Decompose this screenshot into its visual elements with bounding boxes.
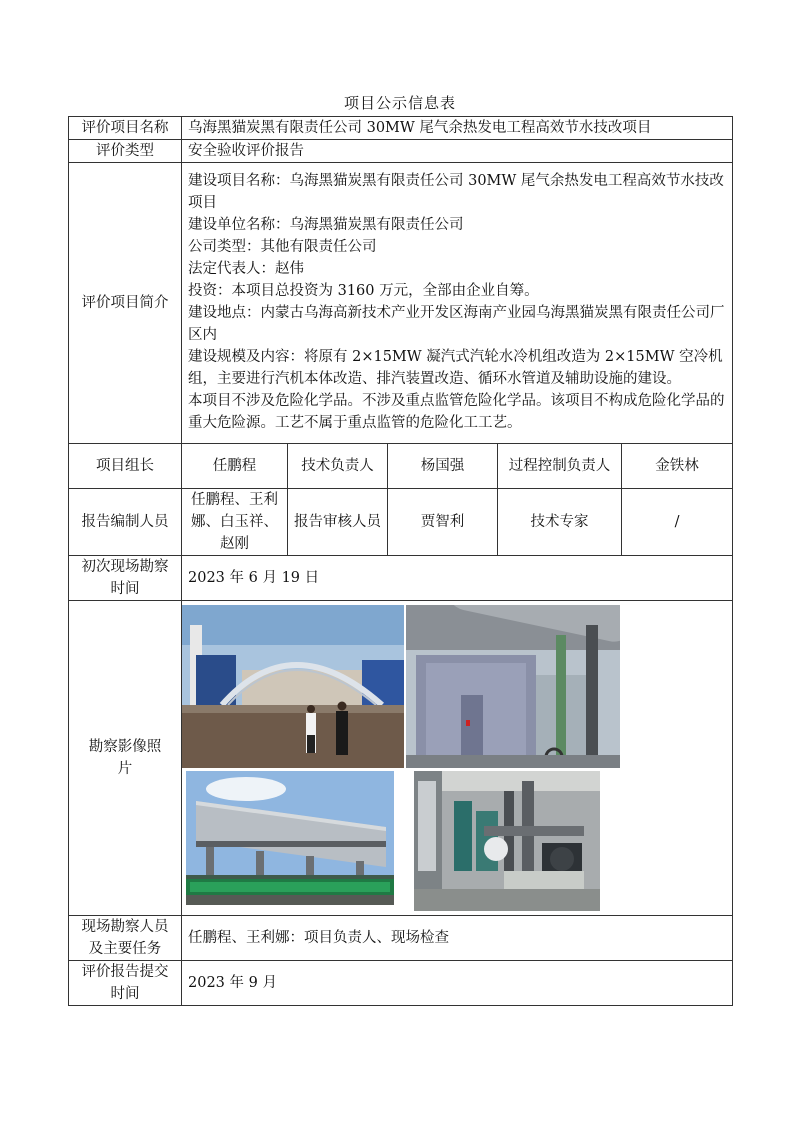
row-intro [69, 163, 733, 444]
row-survey-time [69, 556, 733, 601]
intro-content [182, 163, 733, 444]
intro-line: 建设项目名称：乌海黑猫炭黑有限责任公司 30MW 尾气余热发电工程高效节水技改项目 [188, 173, 724, 211]
photos-label: 勘察影像照片 [69, 601, 182, 916]
row-survey-staff [69, 916, 733, 961]
site-photo-pump-room [414, 771, 600, 911]
expert-label: 技术专家 [498, 489, 622, 556]
intro-line: 法定代表人：赵伟 [188, 261, 304, 277]
intro-line: 投资：本项目总投资为 3160 万元，全部由企业自筹。 [188, 283, 539, 299]
row-project-name [69, 117, 733, 140]
survey-staff-label: 现场勘察人员及主要任务 [69, 916, 182, 961]
survey-staff-value: 任鹏程、王利娜：项目负责人、现场检查 [182, 916, 733, 961]
info-table [68, 116, 733, 1006]
intro-line: 本项目不涉及危险化学品。不涉及重点监管危险化学品。该项目不构成危险化学品的重大危险源。工艺不属于重点监管的危险化工工艺。 [188, 393, 725, 431]
intro-line: 建设地点：内蒙古乌海高新技术产业开发区海南产业园乌海黑猫炭黑有限责任公司厂区内 [188, 305, 725, 343]
editors-label: 报告编制人员 [69, 489, 182, 556]
row-team [69, 444, 733, 489]
row-eval-type [69, 140, 733, 163]
tech-label: 技术负责人 [288, 444, 388, 489]
survey-time-label: 初次现场勘察时间 [69, 556, 182, 601]
row-photos [69, 601, 733, 916]
site-photo-cooling-tower [186, 771, 394, 905]
row-report [69, 489, 733, 556]
leader-value: 任鹏程 [182, 444, 288, 489]
intro-line: 建设单位名称：乌海黑猫炭黑有限责任公司 [188, 217, 464, 233]
reviewer-label: 报告审核人员 [288, 489, 388, 556]
expert-value: / [622, 489, 733, 556]
photos-area [182, 601, 733, 916]
reviewer-value: 贾智利 [388, 489, 498, 556]
editors-value: 任鹏程、王利娜、白玉祥、赵刚 [182, 489, 288, 556]
row-submit-time [69, 961, 733, 1006]
process-label: 过程控制负责人 [498, 444, 622, 489]
tech-value: 杨国强 [388, 444, 498, 489]
eval-type-label: 评价类型 [69, 140, 182, 163]
submit-time-label: 评价报告提交时间 [69, 961, 182, 1006]
intro-line: 公司类型：其他有限责任公司 [188, 239, 377, 255]
project-name-label: 评价项目名称 [69, 117, 182, 140]
intro-label: 评价项目简介 [69, 163, 182, 444]
intro-line: 建设规模及内容：将原有 2×15MW 凝汽式汽轮水冷机组改造为 2×15MW 空冷机组，主要进行汽机本体改造、排汽装置改造、循环水管道及辅助设施的建设。 [188, 349, 723, 387]
eval-type-value: 安全验收评价报告 [182, 140, 733, 163]
site-photo-gate [182, 605, 404, 768]
page-title: 项目公示信息表 [343, 94, 456, 112]
leader-label: 项目组长 [69, 444, 182, 489]
process-value: 金铁林 [622, 444, 733, 489]
site-photo-pipes [406, 605, 620, 768]
survey-time-value: 2023 年 6 月 19 日 [182, 556, 733, 601]
submit-time-value: 2023 年 9 月 [182, 961, 733, 1006]
project-name-value: 乌海黑猫炭黑有限责任公司 30MW 尾气余热发电工程高效节水技改项目 [182, 117, 733, 140]
